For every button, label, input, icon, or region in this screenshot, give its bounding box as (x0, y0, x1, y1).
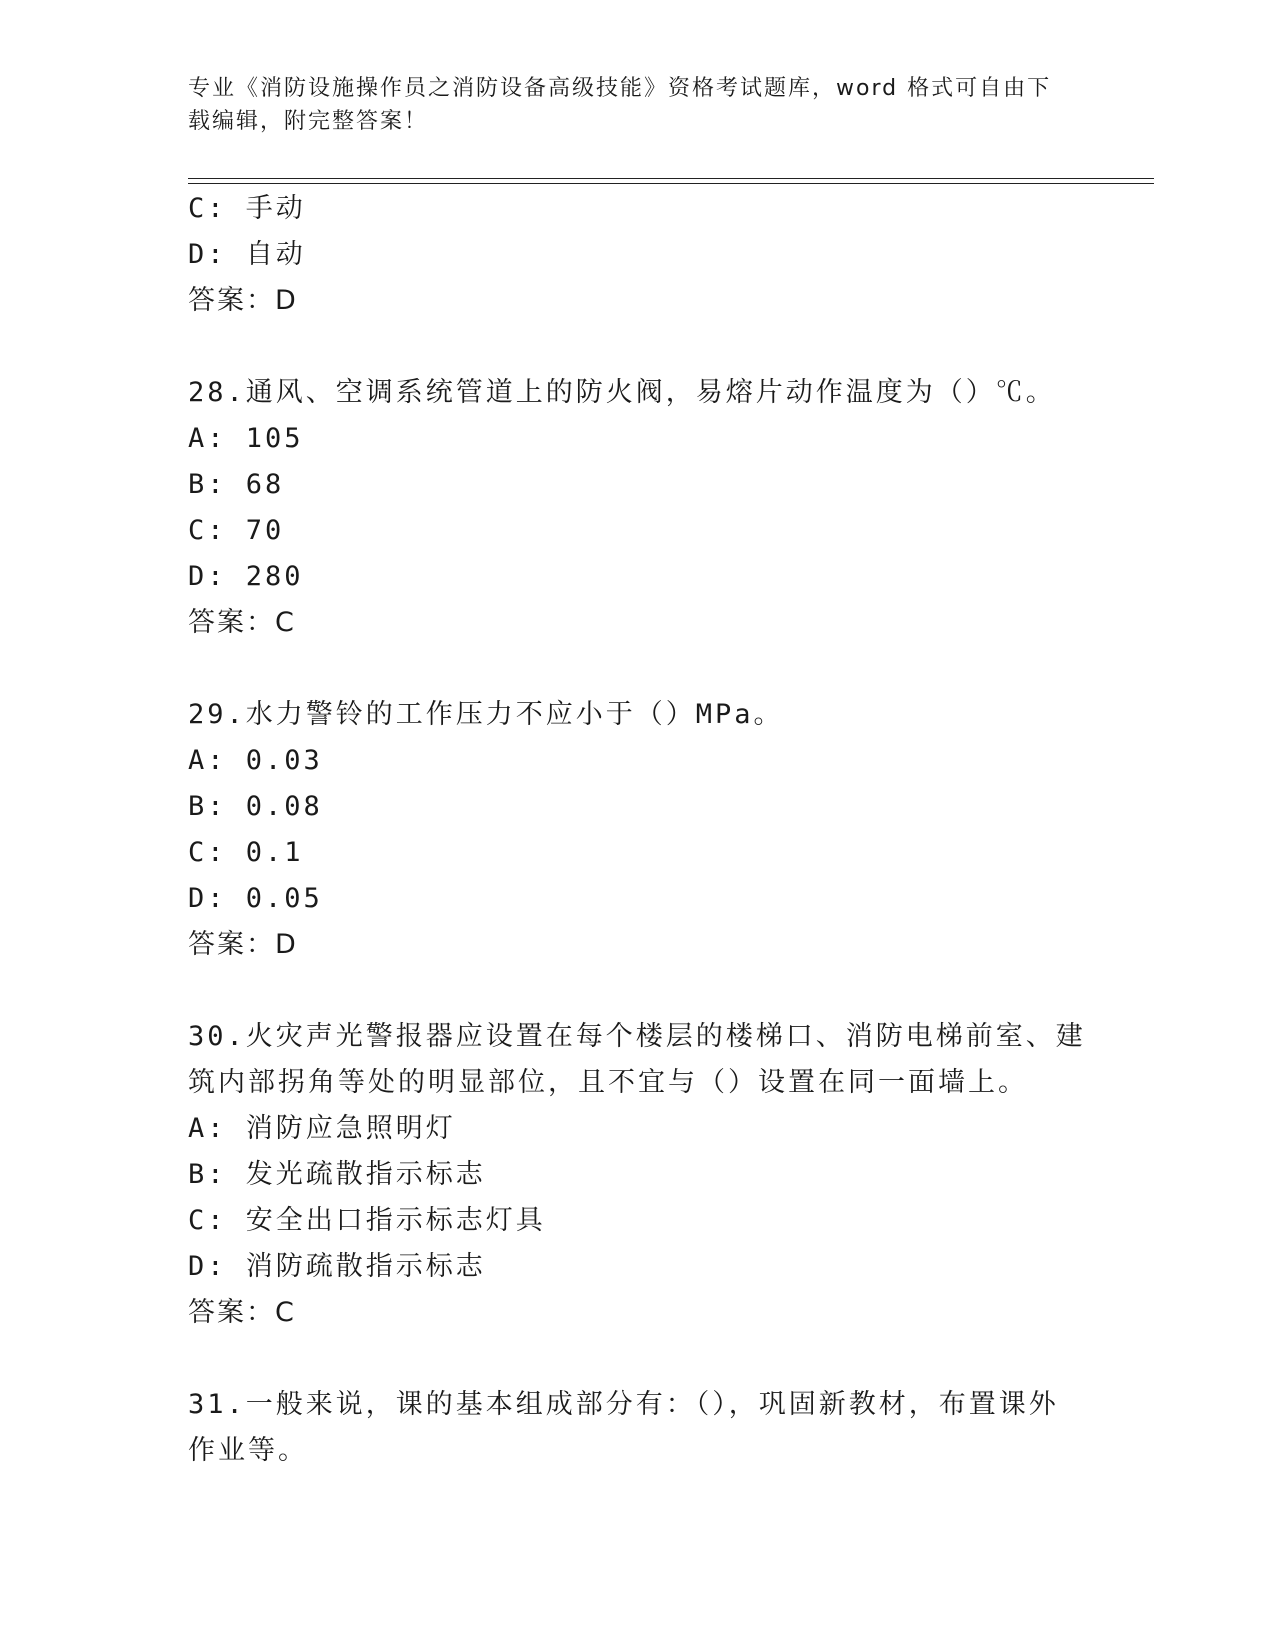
answer: 答案：C (188, 1297, 296, 1328)
document-header: 专业《消防设施操作员之消防设备高级技能》资格考试题库，word 格式可自由下载编辑，附完整答案！ (188, 76, 1052, 134)
answer: 答案：C (188, 607, 296, 638)
header-rule-bottom (188, 183, 1154, 184)
option-b: B: 发光疏散指示标志 (188, 1159, 486, 1190)
option-c: C: 安全出口指示标志灯具 (188, 1205, 546, 1236)
option-a: A: 消防应急照明灯 (188, 1113, 456, 1144)
question-29: 29.水力警铃的工作压力不应小于（）MPa。 (188, 699, 784, 730)
option-a: A: 105 (188, 423, 304, 454)
option-d: D: 消防疏散指示标志 (188, 1251, 486, 1282)
question-list (188, 186, 1088, 1474)
option-b: B: 0.08 (188, 791, 323, 822)
question-28: 28.通风、空调系统管道上的防火阀，易熔片动作温度为（）℃。 (188, 377, 1056, 408)
option-b: B: 68 (188, 469, 285, 500)
option-c: C: 手动 (188, 193, 306, 224)
header-rule-top (188, 178, 1154, 179)
question-30: 30.火灾声光警报器应设置在每个楼层的楼梯口、消防电梯前室、建筑内部拐角等处的明显部位，且不宜与（）设置在同一面墙上。 (188, 1021, 1086, 1098)
option-a: A: 0.03 (188, 745, 323, 776)
question-31: 31.一般来说，课的基本组成部分有：（），巩固新教材，布置课外作业等。 (188, 1389, 1059, 1466)
option-c: C: 0.1 (188, 837, 304, 868)
answer: 答案：D (188, 285, 298, 316)
option-d: D: 280 (188, 561, 304, 592)
option-c: C: 70 (188, 515, 285, 546)
option-d: D: 自动 (188, 239, 306, 270)
answer: 答案：D (188, 929, 298, 960)
option-d: D: 0.05 (188, 883, 323, 914)
